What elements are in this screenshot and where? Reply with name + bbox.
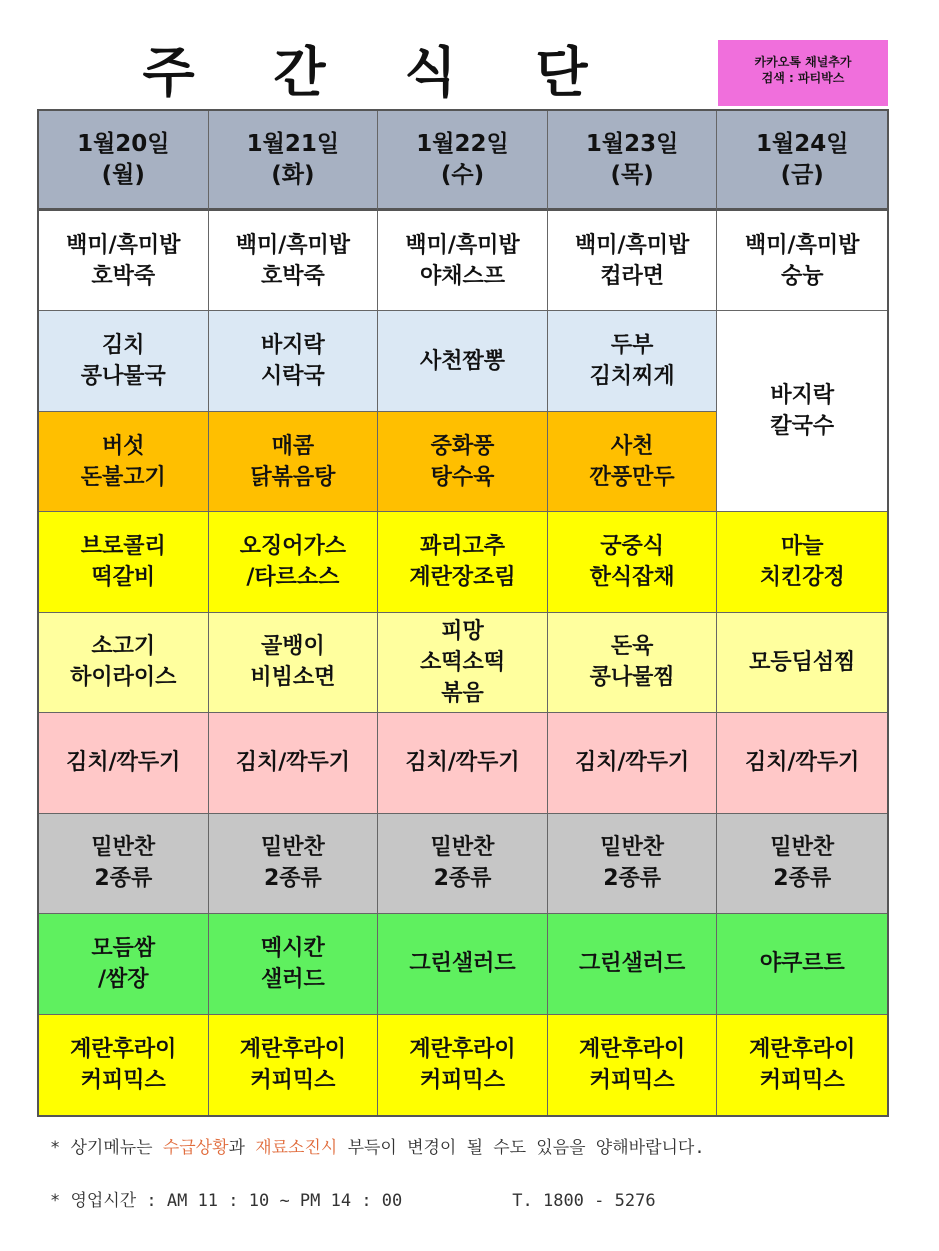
menu-item: 탕수육 <box>430 464 495 490</box>
menu-item: 밑반찬 <box>600 835 664 861</box>
menu-cell <box>39 211 209 311</box>
menu-item: 모등딤섬찜 <box>749 649 856 675</box>
menu-item: 피망 <box>441 618 484 644</box>
menu-item: 커피믹스 <box>589 1067 675 1093</box>
menu-item: 김치 <box>102 333 145 359</box>
menu-cell <box>39 914 209 1014</box>
menu-cell <box>378 412 548 512</box>
menu-cell <box>548 713 718 813</box>
menu-cell <box>378 914 548 1014</box>
menu-item: 밑반찬 <box>770 835 835 861</box>
menu-item: 밑반찬 <box>91 835 156 861</box>
menu-item: 계란후라이 <box>239 1036 347 1062</box>
menu-item: 중화풍 <box>430 433 495 459</box>
day-date: 1월20일 <box>77 130 170 157</box>
menu-cell <box>378 613 548 713</box>
weekly-menu-table <box>37 109 889 1117</box>
menu-item: 백미/흑미밥 <box>66 232 181 258</box>
menu-cell <box>548 613 718 713</box>
menu-cell <box>39 311 209 411</box>
menu-item: 계란후라이 <box>409 1036 516 1062</box>
menu-item: 커피믹스 <box>759 1067 845 1093</box>
menu-cell <box>209 914 379 1014</box>
menu-cell <box>548 211 718 311</box>
menu-cell <box>548 814 718 914</box>
menu-item: 김치/깍두기 <box>235 750 351 776</box>
menu-item: 백미/흑미밥 <box>574 232 690 258</box>
menu-item: 콩나물국 <box>80 364 166 390</box>
menu-cell <box>209 211 379 311</box>
menu-cell <box>209 613 379 713</box>
menu-cell <box>548 311 718 411</box>
menu-item: /타르소스 <box>246 565 340 591</box>
menu-item: 계란장조림 <box>409 565 516 591</box>
menu-cell <box>378 512 548 612</box>
menu-item: 백미/흑미밥 <box>235 232 351 258</box>
day-header <box>39 111 209 211</box>
menu-item: 호박죽 <box>261 263 325 289</box>
menu-item: 2종류 <box>263 866 322 892</box>
menu-item: 볶음 <box>441 680 484 706</box>
day-date: 1월22일 <box>416 130 509 157</box>
menu-cell <box>39 512 209 612</box>
menu-item: 매콤 <box>271 433 315 459</box>
menu-item: 김치/깍두기 <box>405 750 520 776</box>
menu-item: 김치/깍두기 <box>66 750 181 776</box>
menu-item: 밑반찬 <box>430 835 495 861</box>
menu-item: 백미/흑미밥 <box>405 232 520 258</box>
menu-item: 계란후라이 <box>749 1036 856 1062</box>
menu-item: 컵라면 <box>600 263 664 289</box>
menu-item: 소떡소떡 <box>419 649 505 675</box>
menu-item: 2종류 <box>433 866 492 892</box>
menu-item: 모듬쌈 <box>91 935 156 961</box>
menu-item: 백미/흑미밥 <box>745 232 860 258</box>
menu-cell <box>717 914 887 1014</box>
menu-item: 콩나물찜 <box>589 665 675 691</box>
menu-item: 마늘 <box>780 534 824 560</box>
menu-item: 그린샐러드 <box>409 951 516 977</box>
menu-cell <box>39 613 209 713</box>
menu-item: 비빔소면 <box>250 665 336 691</box>
menu-cell <box>717 211 887 311</box>
menu-item: 브로콜리 <box>80 534 166 560</box>
promo-line-1: 카카오톡 채널추가 <box>754 55 852 69</box>
menu-cell <box>39 713 209 813</box>
menu-cell <box>717 512 887 612</box>
menu-item: 호박죽 <box>91 263 156 289</box>
menu-item: 사천짬뽕 <box>419 348 505 374</box>
menu-item: 시락국 <box>261 364 325 390</box>
menu-item: 2종류 <box>773 866 832 892</box>
menu-cell <box>378 814 548 914</box>
menu-cell <box>548 412 718 512</box>
menu-item: 한식잡채 <box>589 565 675 591</box>
business-hours: * 영업시간 : AM 11 : 10 ~ PM 14 : 00 <box>50 1191 403 1211</box>
menu-cell <box>39 814 209 914</box>
menu-item: 그린샐러드 <box>578 951 686 977</box>
menu-change-note: * 상기메뉴는 수급상황과 재료소진시 부득이 변경이 될 수도 있음을 양해바랍니다. <box>50 1138 705 1158</box>
menu-cell <box>378 311 548 411</box>
menu-item: 바지락 <box>770 383 835 409</box>
menu-cell <box>209 311 379 411</box>
menu-cell <box>548 1015 718 1115</box>
menu-cell <box>717 613 887 713</box>
menu-item: 소고기 <box>91 634 156 660</box>
day-weekday: (금) <box>780 161 824 188</box>
menu-item: 버섯 <box>102 433 145 459</box>
menu-item: 2종류 <box>603 866 661 892</box>
menu-item: 샐러드 <box>261 966 325 992</box>
menu-item: 닭볶음탕 <box>250 464 336 490</box>
menu-item: 돈육 <box>610 634 654 660</box>
day-header <box>378 111 548 211</box>
day-weekday: (화) <box>271 161 315 188</box>
day-weekday: (수) <box>440 161 485 188</box>
menu-item: 숭늉 <box>780 263 824 289</box>
highlight-sold-out: 재료소진시 <box>255 1138 338 1158</box>
day-weekday: (월) <box>101 161 145 188</box>
menu-item: 커피믹스 <box>80 1067 166 1093</box>
menu-item: 치킨강정 <box>759 565 845 591</box>
menu-cell <box>209 512 379 612</box>
page-title: 주 간 식 단 <box>142 41 618 104</box>
menu-item: 돈불고기 <box>80 464 166 490</box>
menu-cell <box>378 713 548 813</box>
menu-item: 떡갈비 <box>91 565 156 591</box>
menu-item: 야채스프 <box>419 263 505 289</box>
menu-cell <box>39 412 209 512</box>
menu-item: 밑반찬 <box>261 835 325 861</box>
menu-item: 김치/깍두기 <box>745 750 860 776</box>
menu-item: 깐풍만두 <box>589 464 675 490</box>
menu-cell <box>209 814 379 914</box>
menu-item: 계란후라이 <box>578 1036 686 1062</box>
menu-cell <box>717 713 887 813</box>
menu-item: 김치찌게 <box>589 364 675 390</box>
menu-item: 두부 <box>610 333 654 359</box>
day-date: 1월24일 <box>755 130 849 157</box>
kakao-promo-box <box>718 40 888 106</box>
day-date: 1월21일 <box>246 130 340 157</box>
menu-item: 계란후라이 <box>70 1036 177 1062</box>
business-hours-note <box>50 1186 656 1211</box>
menu-item: 야쿠르트 <box>759 951 845 977</box>
menu-item: 바지락 <box>261 333 325 359</box>
menu-cell <box>209 1015 379 1115</box>
menu-cell <box>209 713 379 813</box>
menu-cell <box>378 1015 548 1115</box>
menu-item: 꽈리고추 <box>419 534 505 560</box>
menu-cell <box>378 211 548 311</box>
day-date: 1월23일 <box>585 130 679 157</box>
menu-item: 궁중식 <box>600 534 664 560</box>
menu-item: 하이라이스 <box>70 665 177 691</box>
menu-cell <box>717 814 887 914</box>
day-weekday: (목) <box>610 161 654 188</box>
day-header <box>548 111 718 211</box>
menu-cell <box>209 412 379 512</box>
menu-item: 오징어가스 <box>239 534 347 560</box>
menu-item: 사천 <box>610 433 654 459</box>
menu-item: 김치/깍두기 <box>574 750 690 776</box>
menu-item: 2종류 <box>94 866 153 892</box>
menu-item: 골뱅이 <box>261 634 325 660</box>
menu-item: 칼국수 <box>770 414 835 440</box>
menu-item: 커피믹스 <box>419 1067 505 1093</box>
menu-item: 커피믹스 <box>250 1067 336 1093</box>
menu-item: 멕시칸 <box>261 935 325 961</box>
phone-number: T. 1800 - 5276 <box>512 1191 656 1211</box>
promo-line-2: 검색 : 파티박스 <box>761 71 845 85</box>
menu-cell <box>548 512 718 612</box>
menu-cell <box>548 914 718 1014</box>
day-header <box>209 111 379 211</box>
highlight-supply: 수급상황 <box>162 1138 229 1158</box>
day-header <box>717 111 887 211</box>
menu-cell <box>717 1015 887 1115</box>
friday-merged-cell <box>717 311 887 512</box>
menu-item: /쌈장 <box>98 966 149 992</box>
menu-cell <box>39 1015 209 1115</box>
